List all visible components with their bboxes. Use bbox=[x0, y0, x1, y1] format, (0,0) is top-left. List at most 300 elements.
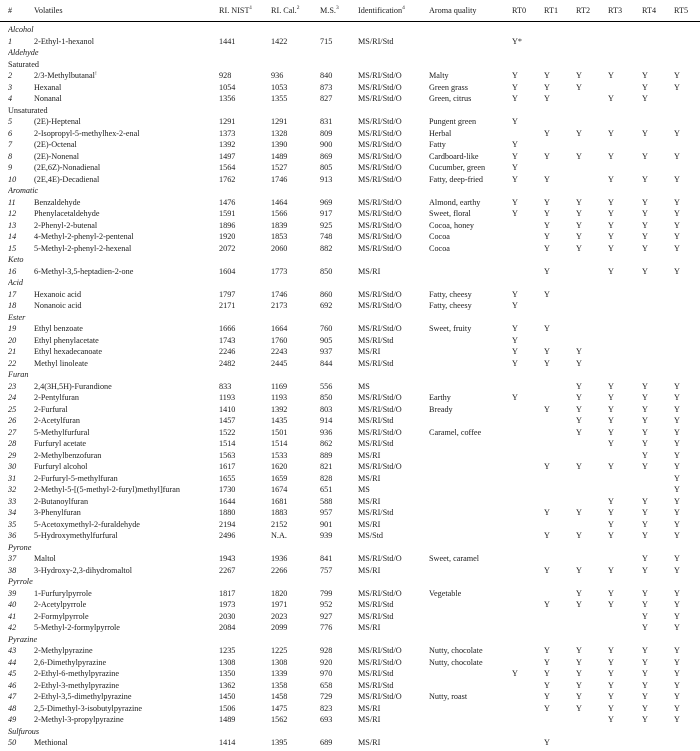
rt4-value: Y bbox=[642, 496, 648, 506]
rt5-value: Y bbox=[674, 174, 680, 184]
table-row bbox=[0, 599, 700, 611]
rt0-value: Y bbox=[512, 197, 518, 207]
rt4-value: Y bbox=[642, 519, 648, 529]
rt0-value: Y bbox=[512, 174, 518, 184]
ri-nist-value: 1604 bbox=[219, 266, 236, 276]
compound-number: 49 bbox=[8, 715, 17, 725]
identification-value: MS/RI/Std bbox=[358, 416, 394, 426]
rt2-value: Y bbox=[576, 128, 582, 138]
ri-cal-value: 1458 bbox=[271, 692, 288, 702]
table-row bbox=[0, 588, 700, 600]
rt5-value: Y bbox=[674, 243, 680, 253]
rt5-value: Y bbox=[674, 71, 680, 81]
compound-name: (2E,6Z)-Nonadienal bbox=[34, 163, 101, 173]
compound-name: Ethyl phenylacetate bbox=[34, 335, 99, 345]
ri-cal-value: 2099 bbox=[271, 623, 288, 633]
ri-nist-value: 1655 bbox=[219, 473, 236, 483]
rt1-value: Y bbox=[544, 209, 550, 219]
rt4-value: Y bbox=[642, 151, 648, 161]
compound-name: 2-Butanoylfuran bbox=[34, 496, 89, 506]
ri-cal-value: 1489 bbox=[271, 151, 288, 161]
compound-name: 5-Methyl-2-formylpyrrole bbox=[34, 623, 120, 633]
rt1-value: Y bbox=[544, 197, 550, 207]
compound-name: Maltol bbox=[34, 554, 56, 564]
compound-name: Methyl linoleate bbox=[34, 358, 88, 368]
rt4-value: Y bbox=[642, 404, 648, 414]
ri-cal-value: 1760 bbox=[271, 335, 288, 345]
ri-nist-value: 1193 bbox=[219, 393, 236, 403]
compound-number: 4 bbox=[8, 94, 13, 104]
compound-number: 32 bbox=[8, 485, 17, 495]
rt2-value: Y bbox=[576, 243, 582, 253]
rt3-value: Y bbox=[608, 197, 614, 207]
compound-name: 3-Hydroxy-2,3-dihydromaltol bbox=[34, 565, 133, 575]
aroma-value: Sweet, caramel bbox=[429, 554, 480, 564]
rt5-value: Y bbox=[674, 519, 680, 529]
ri-cal-value: 1464 bbox=[271, 197, 288, 207]
rt4-value: Y bbox=[642, 266, 648, 276]
ri-cal-value: 1339 bbox=[271, 669, 288, 679]
compound-number: 46 bbox=[8, 680, 17, 690]
identification-value: MS/RI/Std/O bbox=[358, 71, 402, 81]
table-row bbox=[0, 622, 700, 634]
compound-number: 7 bbox=[8, 140, 13, 150]
ri-cal-value: 1681 bbox=[271, 496, 288, 506]
ri-nist-value: 1373 bbox=[219, 128, 236, 138]
rt5-value: Y bbox=[674, 715, 680, 725]
ri-cal-value: 2266 bbox=[271, 565, 288, 575]
ms-value: 952 bbox=[320, 600, 333, 610]
table-row bbox=[0, 139, 700, 151]
rt3-value: Y bbox=[608, 531, 614, 541]
identification-value: MS/RI/Std/O bbox=[358, 301, 402, 311]
rt2-value: Y bbox=[576, 358, 582, 368]
aroma-value: Nutty, roast bbox=[429, 692, 468, 702]
aroma-value: Almond, earthy bbox=[429, 197, 481, 207]
rt0-value: Y bbox=[512, 151, 518, 161]
ms-value: 969 bbox=[320, 197, 333, 207]
compound-number: 33 bbox=[8, 496, 17, 506]
aroma-value: Sweet, floral bbox=[429, 209, 471, 219]
identification-value: MS/RI bbox=[358, 347, 381, 357]
identification-value: MS/RI/Std/O bbox=[358, 646, 402, 656]
ri-nist-value: 1350 bbox=[219, 669, 236, 679]
rt4-value: Y bbox=[642, 128, 648, 138]
table-row bbox=[0, 519, 700, 531]
compound-name: Furfuryl acetate bbox=[34, 439, 87, 449]
rt2-value: Y bbox=[576, 82, 582, 92]
rt4-value: Y bbox=[642, 646, 648, 656]
ms-value: 823 bbox=[320, 703, 333, 713]
table-row bbox=[0, 427, 700, 439]
rt2-value: Y bbox=[576, 393, 582, 403]
identification-value: MS/RI/Std/O bbox=[358, 117, 402, 127]
rt4-value: Y bbox=[642, 588, 648, 598]
ri-cal-value: 1328 bbox=[271, 128, 288, 138]
rt3-value: Y bbox=[608, 232, 614, 242]
table-row bbox=[0, 392, 700, 404]
compound-number: 10 bbox=[8, 174, 17, 184]
category-heading bbox=[0, 24, 700, 36]
table-row bbox=[0, 36, 700, 48]
aroma-value: Pungent green bbox=[429, 117, 477, 127]
ri-nist-value: 1522 bbox=[219, 427, 236, 437]
rt4-value: Y bbox=[642, 692, 648, 702]
ri-nist-value: 1235 bbox=[219, 646, 236, 656]
ms-value: 913 bbox=[320, 174, 333, 184]
subcategory-label: Unsaturated bbox=[8, 105, 48, 115]
identification-value: MS bbox=[358, 485, 370, 495]
rt5-value: Y bbox=[674, 381, 680, 391]
compound-number: 22 bbox=[8, 358, 17, 368]
compound-name: 1-Furfurylpyrrole bbox=[34, 588, 92, 598]
ri-cal-value: 1514 bbox=[271, 439, 288, 449]
compound-number: 16 bbox=[8, 266, 17, 276]
ri-cal-value: 1533 bbox=[271, 450, 288, 460]
ri-nist-value: 2084 bbox=[219, 623, 236, 633]
ri-cal-value: 2023 bbox=[271, 611, 288, 621]
compound-name: 2-Formylpyrrole bbox=[34, 611, 89, 621]
rt5-value: Y bbox=[674, 151, 680, 161]
compound-number: 14 bbox=[8, 232, 17, 242]
table-row bbox=[0, 737, 700, 749]
aroma-value: Green, citrus bbox=[429, 94, 472, 104]
ms-value: 860 bbox=[320, 289, 333, 299]
rt5-value: Y bbox=[674, 485, 680, 495]
ri-nist-value: 2194 bbox=[219, 519, 236, 529]
ms-value: 805 bbox=[320, 163, 333, 173]
compound-name: 2,4(3H,5H)-Furandione bbox=[34, 381, 112, 391]
ms-value: 748 bbox=[320, 232, 333, 242]
identification-value: MS/RI/Std bbox=[358, 669, 394, 679]
category-label: Acid bbox=[8, 278, 24, 288]
identification-value: MS/RI/Std/O bbox=[358, 554, 402, 564]
rt3-value: Y bbox=[608, 266, 614, 276]
rt2-value: Y bbox=[576, 508, 582, 518]
identification-value: MS/RI bbox=[358, 565, 381, 575]
header-rt5: RT5 bbox=[674, 6, 689, 15]
ri-cal-value: 1390 bbox=[271, 140, 288, 150]
ms-value: 850 bbox=[320, 393, 333, 403]
rt2-value: Y bbox=[576, 646, 582, 656]
ms-value: 841 bbox=[320, 554, 333, 564]
compound-number: 40 bbox=[8, 600, 17, 610]
rt1-value: Y bbox=[544, 82, 550, 92]
ri-cal-value: 1659 bbox=[271, 473, 288, 483]
rt0-value: Y bbox=[512, 289, 518, 299]
ri-nist-value: 2246 bbox=[219, 347, 236, 357]
ri-nist-value: 1762 bbox=[219, 174, 236, 184]
ri-nist-value: 1920 bbox=[219, 232, 236, 242]
aroma-value: Fatty, cheesy bbox=[429, 289, 472, 299]
rt2-value: Y bbox=[576, 347, 582, 357]
rt0-value: Y bbox=[512, 301, 518, 311]
compound-name: 5-Hydroxymethylfurfural bbox=[34, 531, 118, 541]
aroma-value: Green grass bbox=[429, 82, 468, 92]
ri-cal-value: 2152 bbox=[271, 519, 288, 529]
rt4-value: Y bbox=[642, 531, 648, 541]
table-row bbox=[0, 691, 700, 703]
compound-number: 3 bbox=[8, 82, 13, 92]
ri-cal-value: 1746 bbox=[271, 289, 288, 299]
rt2-value: Y bbox=[576, 588, 582, 598]
ms-value: 803 bbox=[320, 404, 333, 414]
compound-name: Hexanal bbox=[34, 82, 62, 92]
ri-cal-value: 1562 bbox=[271, 715, 288, 725]
ri-nist-value: 1392 bbox=[219, 140, 236, 150]
compound-name: 2-Ethyl-6-methylpyrazine bbox=[34, 669, 120, 679]
rt2-value: Y bbox=[576, 427, 582, 437]
compound-number: 48 bbox=[8, 703, 17, 713]
ri-cal-value: 1355 bbox=[271, 94, 288, 104]
identification-value: MS/RI/Std/O bbox=[358, 151, 402, 161]
ms-value: 936 bbox=[320, 427, 333, 437]
ri-cal-value: 1475 bbox=[271, 703, 288, 713]
rt4-value: Y bbox=[642, 416, 648, 426]
rt3-value: Y bbox=[608, 669, 614, 679]
compound-name: Phenylacetaldehyde bbox=[34, 209, 100, 219]
ms-value: 925 bbox=[320, 220, 333, 230]
table-row bbox=[0, 335, 700, 347]
compound-number: 50 bbox=[8, 738, 17, 748]
rt2-value: Y bbox=[576, 151, 582, 161]
table-row bbox=[0, 82, 700, 94]
table-row bbox=[0, 415, 700, 427]
ms-value: 939 bbox=[320, 531, 333, 541]
rt0-value: Y bbox=[512, 393, 518, 403]
rt0-value: Y bbox=[512, 335, 518, 345]
rt5-value: Y bbox=[674, 209, 680, 219]
subcategory-heading bbox=[0, 105, 700, 117]
rt5-value: Y bbox=[674, 427, 680, 437]
rt0-value: Y bbox=[512, 669, 518, 679]
identification-value: MS/RI/Std/O bbox=[358, 174, 402, 184]
category-label: Aromatic bbox=[8, 186, 39, 196]
compound-number: 29 bbox=[8, 450, 17, 460]
identification-value: MS/RI bbox=[358, 519, 381, 529]
category-heading bbox=[0, 369, 700, 381]
ri-cal-value: 1853 bbox=[271, 232, 288, 242]
compound-number: 6 bbox=[8, 128, 13, 138]
ri-nist-value: 1457 bbox=[219, 416, 236, 426]
ri-cal-value: 1193 bbox=[271, 393, 288, 403]
compound-name: 5-Methylfurfural bbox=[34, 427, 90, 437]
rt0-value: Y bbox=[512, 358, 518, 368]
ri-nist-value: 1441 bbox=[219, 36, 236, 46]
ms-value: 831 bbox=[320, 117, 333, 127]
compound-number: 35 bbox=[8, 519, 17, 529]
identification-value: MS/RI/Std bbox=[358, 600, 394, 610]
compound-name: 5-Methyl-2-phenyl-2-hexenal bbox=[34, 243, 132, 253]
category-label: Ester bbox=[8, 312, 26, 322]
identification-value: MS/RI/Std/O bbox=[358, 163, 402, 173]
rt2-value: Y bbox=[576, 565, 582, 575]
table-row bbox=[0, 680, 700, 692]
identification-value: MS/RI/Std bbox=[358, 439, 394, 449]
compound-name: 2-Methylpyrazine bbox=[34, 646, 93, 656]
compound-number: 30 bbox=[8, 462, 17, 472]
ms-value: 658 bbox=[320, 680, 333, 690]
subcategory-label: Saturated bbox=[8, 59, 39, 69]
compound-name: 2-Phenyl-2-butenal bbox=[34, 220, 98, 230]
rt3-value: Y bbox=[608, 496, 614, 506]
rt3-value: Y bbox=[608, 209, 614, 219]
aroma-value: Vegetable bbox=[429, 588, 462, 598]
compound-name: Methional bbox=[34, 738, 68, 748]
compound-number: 24 bbox=[8, 393, 17, 403]
rt5-value: Y bbox=[674, 496, 680, 506]
identification-value: MS/RI/Std/O bbox=[358, 404, 402, 414]
rt3-value: Y bbox=[608, 381, 614, 391]
ri-cal-value: 1225 bbox=[271, 646, 288, 656]
rt2-value: Y bbox=[576, 692, 582, 702]
header-ms: M.S.$^3$ bbox=[320, 5, 339, 15]
compound-name: 2-Methyl-5-[(5-methyl-2-furyl)methyl]furan bbox=[34, 485, 180, 495]
ms-value: 715 bbox=[320, 36, 333, 46]
compound-name: 2/3-Methylbutanal! bbox=[34, 71, 97, 81]
rt2-value: Y bbox=[576, 680, 582, 690]
table-row bbox=[0, 438, 700, 450]
rt3-value: Y bbox=[608, 94, 614, 104]
rt5-value: Y bbox=[674, 462, 680, 472]
ri-cal-value: 2173 bbox=[271, 301, 288, 311]
ri-cal-value: 1422 bbox=[271, 36, 288, 46]
rt1-value: Y bbox=[544, 508, 550, 518]
identification-value: MS/RI/Std bbox=[358, 358, 394, 368]
rt3-value: Y bbox=[608, 646, 614, 656]
table-row bbox=[0, 668, 700, 680]
compound-number: 44 bbox=[8, 657, 17, 667]
category-heading bbox=[0, 185, 700, 197]
ms-value: 799 bbox=[320, 588, 333, 598]
rt4-value: Y bbox=[642, 94, 648, 104]
ri-nist-value: 1896 bbox=[219, 220, 236, 230]
table-row bbox=[0, 346, 700, 358]
table-row bbox=[0, 553, 700, 565]
rt5-value: Y bbox=[674, 531, 680, 541]
identification-value: MS/RI/Std bbox=[358, 508, 394, 518]
ri-cal-value: 1053 bbox=[271, 82, 288, 92]
rt3-value: Y bbox=[608, 715, 614, 725]
ri-nist-value: 1489 bbox=[219, 715, 236, 725]
rt1-value: Y bbox=[544, 128, 550, 138]
ri-cal-value: 1839 bbox=[271, 220, 288, 230]
rt1-value: Y bbox=[544, 565, 550, 575]
category-label: Furan bbox=[8, 370, 29, 380]
category-heading bbox=[0, 254, 700, 266]
compound-number: 18 bbox=[8, 301, 17, 311]
rt4-value: Y bbox=[642, 243, 648, 253]
ri-cal-value: 1395 bbox=[271, 738, 288, 748]
ri-cal-value: 1169 bbox=[271, 381, 288, 391]
category-label: Aldehyde bbox=[8, 48, 39, 58]
ms-value: 588 bbox=[320, 496, 333, 506]
ri-cal-value: 1527 bbox=[271, 163, 288, 173]
category-label: Pyrrole bbox=[8, 577, 33, 587]
compound-name: 2-Furfuryl-5-methylfuran bbox=[34, 473, 118, 483]
aroma-value: Fatty, cheesy bbox=[429, 301, 472, 311]
compound-number: 15 bbox=[8, 243, 17, 253]
category-heading bbox=[0, 312, 700, 324]
rt1-value: Y bbox=[544, 692, 550, 702]
category-label: Sulfurous bbox=[8, 726, 40, 736]
rt3-value: Y bbox=[608, 600, 614, 610]
category-label: Pyrone bbox=[8, 542, 32, 552]
ri-nist-value: 833 bbox=[219, 381, 232, 391]
table-row bbox=[0, 243, 700, 255]
ri-nist-value: 2496 bbox=[219, 531, 236, 541]
subcategory-heading bbox=[0, 59, 700, 71]
rt3-value: Y bbox=[608, 508, 614, 518]
ms-value: 862 bbox=[320, 439, 333, 449]
compound-number: 21 bbox=[8, 347, 17, 357]
ri-cal-value: 1358 bbox=[271, 680, 288, 690]
compound-name: 2-Isopropyl-5-methylhex-2-enal bbox=[34, 128, 140, 138]
rt3-value: Y bbox=[608, 703, 614, 713]
rt1-value: Y bbox=[544, 220, 550, 230]
header-rt4: RT4 bbox=[642, 6, 657, 15]
identification-value: MS/RI/Std/O bbox=[358, 393, 402, 403]
table-row bbox=[0, 611, 700, 623]
ri-cal-value: 1566 bbox=[271, 209, 288, 219]
rt3-value: Y bbox=[608, 416, 614, 426]
ms-value: 850 bbox=[320, 266, 333, 276]
rt3-value: Y bbox=[608, 151, 614, 161]
ms-value: 927 bbox=[320, 611, 333, 621]
ms-value: 882 bbox=[320, 243, 333, 253]
ms-value: 905 bbox=[320, 335, 333, 345]
table-row bbox=[0, 484, 700, 496]
rt4-value: Y bbox=[642, 71, 648, 81]
ri-nist-value: 928 bbox=[219, 71, 232, 81]
rt1-value: Y bbox=[544, 289, 550, 299]
rt2-value: Y bbox=[576, 220, 582, 230]
ms-value: 827 bbox=[320, 94, 333, 104]
ri-nist-value: 1497 bbox=[219, 151, 236, 161]
table-row bbox=[0, 496, 700, 508]
identification-value: MS bbox=[358, 381, 370, 391]
table-row bbox=[0, 404, 700, 416]
ri-cal-value: 1773 bbox=[271, 266, 288, 276]
compound-number: 12 bbox=[8, 209, 17, 219]
rt5-value: Y bbox=[674, 450, 680, 460]
ms-value: 821 bbox=[320, 462, 333, 472]
rt1-value: Y bbox=[544, 680, 550, 690]
identification-value: MS/RI/Std/O bbox=[358, 243, 402, 253]
ms-value: 776 bbox=[320, 623, 333, 633]
ms-value: 917 bbox=[320, 209, 333, 219]
rt2-value: Y bbox=[576, 232, 582, 242]
rt0-value: Y* bbox=[512, 36, 523, 46]
identification-value: MS/RI bbox=[358, 496, 381, 506]
compound-name: Benzaldehyde bbox=[34, 197, 81, 207]
rt3-value: Y bbox=[608, 243, 614, 253]
ri-cal-value: 2060 bbox=[271, 243, 288, 253]
ms-value: 937 bbox=[320, 347, 333, 357]
rt3-value: Y bbox=[608, 128, 614, 138]
compound-name: Hexanoic acid bbox=[34, 289, 82, 299]
ms-value: 729 bbox=[320, 692, 333, 702]
compound-number: 2 bbox=[8, 71, 13, 81]
rt4-value: Y bbox=[642, 450, 648, 460]
aroma-value: Malty bbox=[429, 71, 449, 81]
rt1-value: Y bbox=[544, 232, 550, 242]
rt1-value: Y bbox=[544, 174, 550, 184]
ms-value: 760 bbox=[320, 324, 333, 334]
rt5-value: Y bbox=[674, 646, 680, 656]
ri-cal-value: 1674 bbox=[271, 485, 288, 495]
compound-number: 5 bbox=[8, 117, 13, 127]
